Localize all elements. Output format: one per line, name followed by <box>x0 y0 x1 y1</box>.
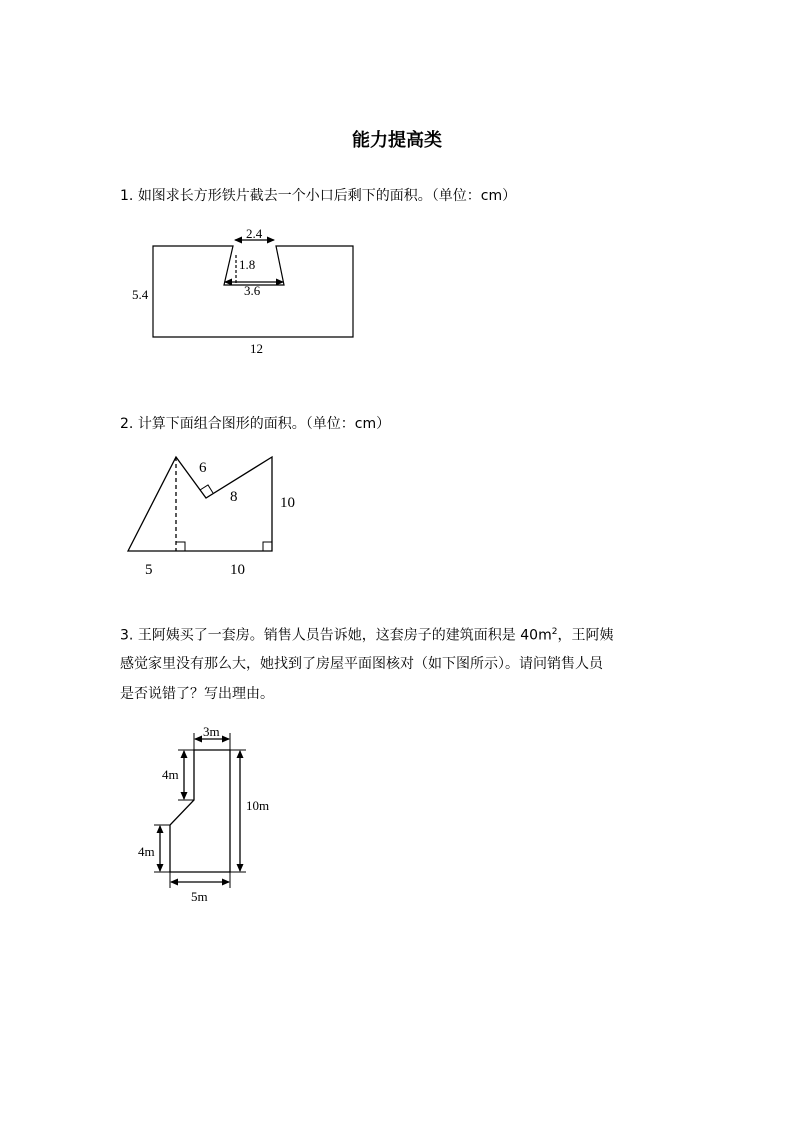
page-title: 能力提高类 <box>352 130 442 151</box>
figure-1-label-bottom-width: 3.6 <box>244 283 261 298</box>
question-1-text: 如图求长方形铁片截去一个小口后剩下的面积。（单位：cm） <box>137 188 517 204</box>
figure-2-label-slant-side: 6 <box>199 460 207 476</box>
figure-3-label-top-width: 3m <box>203 724 220 739</box>
figure-3-label-lower-left-height: 4m <box>138 844 155 859</box>
question-3-line1-end: ，王阿姨 <box>557 627 614 644</box>
figure-2-right-angle-bottom-left <box>176 542 185 551</box>
figure-2-right-angle-bottom-right <box>263 542 272 551</box>
figure-3-outline <box>170 750 230 872</box>
figure-2-label-right-side: 10 <box>280 495 295 511</box>
figure-1-label-length: 12 <box>250 341 263 356</box>
question-3-line1: 王阿姨买了一套房。销售人员告诉她，这套房子的建筑面积是 40m <box>137 627 552 644</box>
question-2-text: 计算下面组合图形的面积。（单位：cm） <box>137 416 391 432</box>
figure-2-label-side-b: 8 <box>230 489 238 505</box>
figure-2-label-base-right: 10 <box>230 562 245 578</box>
question-3-superscript: 2 <box>551 627 558 637</box>
figure-3-label-right-height: 10m <box>246 798 270 813</box>
question-3-number: 3. <box>120 627 134 644</box>
figure-1-label-depth: 1.8 <box>239 257 256 272</box>
figure-1-label-top-width: 2.4 <box>246 226 263 241</box>
question-1-number: 1. <box>120 188 134 204</box>
figure-3-floor-plan <box>154 733 246 888</box>
figure-3-label-upper-left-height: 4m <box>162 767 179 782</box>
figure-2-label-base-left: 5 <box>145 562 153 578</box>
figure-3-label-bottom-width: 5m <box>191 889 208 904</box>
question-3-line-3: 是否说错了？写出理由。 <box>120 686 274 702</box>
question-3-line-2: 感觉家里没有那么大，她找到了房屋平面图核对（如下图所示）。请问销售人员 <box>120 656 603 672</box>
question-2-number: 2. <box>120 416 134 432</box>
figure-1-label-height: 5.4 <box>132 287 149 302</box>
